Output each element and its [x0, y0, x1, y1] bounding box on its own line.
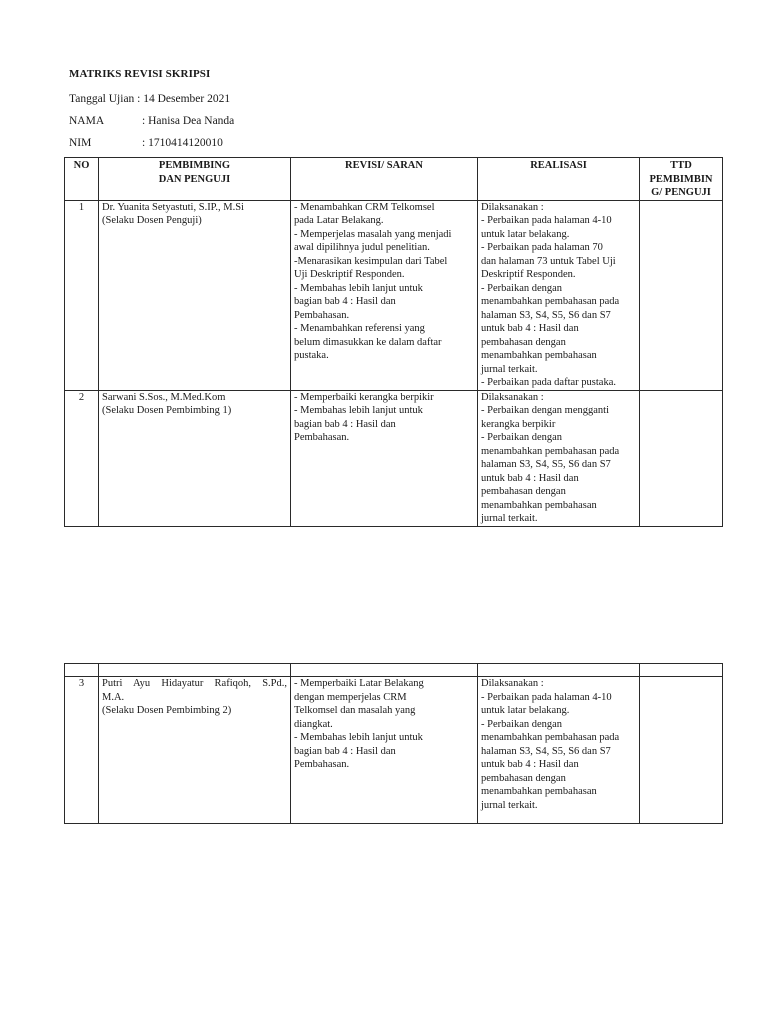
- table-row: [65, 390, 723, 526]
- row-number: 1: [65, 200, 99, 390]
- revision-matrix-table: [64, 157, 723, 527]
- cell-text-line: - Perbaikan dengan: [481, 718, 563, 730]
- examiner-cell: [99, 390, 291, 526]
- cell-text-line: - Membahas lebih lanjut untuk: [294, 405, 423, 416]
- cell-text-line: bagian bab 4 : Hasil dan: [294, 418, 396, 430]
- cell-text-line: - Memperbaiki kerangka berpikir: [294, 391, 434, 403]
- cell-text-line: (Selaku Dosen Pembimbing 2): [102, 705, 232, 716]
- cell-text-line: untuk bab 4 : Hasil dan: [481, 759, 579, 770]
- empty-cell: [99, 664, 291, 677]
- cell-text-line: untuk latar belakang.: [481, 705, 570, 716]
- cell-text-line: - Menambahkan referensi yang: [294, 323, 425, 334]
- cell-text-line: - Perbaikan dengan: [481, 282, 563, 294]
- revision-cell: [291, 200, 478, 390]
- cell-text-line: halaman S3, S4, S5, S6 dan S7: [481, 459, 611, 470]
- cell-text-line: pembahasan dengan: [481, 772, 566, 784]
- row-number: 3: [65, 677, 99, 824]
- cell-text-line: pembahasan dengan: [481, 486, 566, 497]
- revision-cell: [291, 677, 478, 824]
- cell-text-line: bagian bab 4 : Hasil dan: [294, 745, 396, 757]
- cell-text-line: M.A.: [102, 691, 125, 703]
- nim-label: NIM: [69, 137, 92, 149]
- cell-text-line: pembahasan dengan: [481, 336, 566, 348]
- cell-text-line: untuk bab 4 : Hasil dan: [481, 323, 579, 334]
- cell-text-line: (Selaku Dosen Penguji): [102, 215, 202, 226]
- cell-text-line: kerangka berpikir: [481, 418, 556, 430]
- cell-text-line: - Memperbaiki Latar Belakang: [294, 678, 424, 689]
- realization-cell: [478, 200, 640, 390]
- signature-cell: [640, 200, 723, 390]
- table-row: [65, 677, 723, 824]
- realization-cell: [478, 677, 640, 824]
- cell-text-line: untuk bab 4 : Hasil dan: [481, 472, 579, 484]
- row-number: 2: [65, 390, 99, 526]
- header-revisi: REVISI/ SARAN: [291, 158, 478, 201]
- cell-text-line: menambahkan pembahasan: [481, 499, 597, 511]
- cell-text-line: Uji Deskriptif Responden.: [294, 269, 405, 280]
- cell-text-line: - Perbaikan pada halaman 4-10: [481, 691, 612, 703]
- realization-cell: [478, 390, 640, 526]
- cell-text-line: - Perbaikan pada halaman 4-10: [481, 215, 612, 226]
- cell-text-line: menambahkan pembahasan: [481, 350, 597, 361]
- header-ttd: TTD PEMBIMBIN G/ PENGUJI: [640, 158, 723, 201]
- cell-text-line: Telkomsel dan masalah yang: [294, 705, 416, 716]
- cell-text-line: - Perbaikan pada halaman 70: [481, 242, 603, 253]
- exam-date-line: Tanggal Ujian : 14 Desember 2021: [69, 93, 231, 105]
- cell-text-line: - Menambahkan CRM Telkomsel: [294, 201, 435, 213]
- cell-text-line: Putri Ayu Hidayatur Rafiqoh, S.Pd.,: [102, 678, 287, 689]
- examiner-cell: [99, 677, 291, 824]
- revision-matrix-table-continued: [64, 663, 723, 824]
- header-pembimbing: PEMBIMBING DAN PENGUJI: [99, 158, 291, 201]
- cell-text-line: Dilaksanakan :: [481, 391, 544, 403]
- cell-text-line: Dilaksanakan :: [481, 678, 544, 689]
- empty-row: [65, 664, 723, 677]
- cell-text-line: dengan memperjelas CRM: [294, 691, 407, 703]
- cell-text-line: - Memperjelas masalah yang menjadi: [294, 228, 452, 240]
- cell-text-line: diangkat.: [294, 718, 333, 730]
- cell-text-line: Dr. Yuanita Setyastuti, S.IP., M.Si: [102, 201, 244, 213]
- cell-text-line: - Perbaikan pada daftar pustaka.: [481, 377, 616, 388]
- cell-text-line: jurnal terkait.: [481, 799, 538, 811]
- cell-text-line: Pembahasan.: [294, 759, 350, 770]
- cell-text-line: Pembahasan.: [294, 432, 350, 443]
- revision-cell: [291, 390, 478, 526]
- cell-text-line: halaman S3, S4, S5, S6 dan S7: [481, 745, 611, 757]
- cell-text-line: jurnal terkait.: [481, 513, 538, 524]
- cell-text-line: Deskriptif Responden.: [481, 269, 576, 280]
- header-realisasi: REALISASI: [478, 158, 640, 201]
- table-header-row: [65, 158, 723, 201]
- cell-text-line: awal dipilihnya judul penelitian.: [294, 242, 430, 253]
- examiner-cell: [99, 200, 291, 390]
- empty-cell: [478, 664, 640, 677]
- nim-line: [69, 137, 223, 149]
- cell-text-line: - Perbaikan dengan: [481, 432, 563, 443]
- cell-text-line: - Membahas lebih lanjut untuk: [294, 282, 423, 294]
- empty-cell: [640, 664, 723, 677]
- name-value: : Hanisa Dea Nanda: [142, 115, 235, 127]
- cell-text-line: pada Latar Belakang.: [294, 215, 384, 226]
- cell-text-line: menambahkan pembahasan pada: [481, 296, 620, 307]
- name-label: NAMA: [69, 115, 105, 127]
- cell-text-line: menambahkan pembahasan pada: [481, 732, 620, 743]
- cell-text-line: halaman S3, S4, S5, S6 dan S7: [481, 309, 611, 321]
- cell-text-line: dan halaman 73 untuk Tabel Uji: [481, 255, 616, 267]
- cell-text-line: menambahkan pembahasan: [481, 786, 597, 797]
- signature-cell: [640, 677, 723, 824]
- signature-cell: [640, 390, 723, 526]
- cell-text-line: menambahkan pembahasan pada: [481, 445, 620, 457]
- cell-text-line: Pembahasan.: [294, 309, 350, 321]
- document-title: MATRIKS REVISI SKRIPSI: [69, 68, 211, 80]
- cell-text-line: - Perbaikan dengan mengganti: [481, 405, 609, 416]
- cell-text-line: pustaka.: [294, 350, 329, 361]
- cell-text-line: Dilaksanakan :: [481, 201, 544, 213]
- nim-value: : 1710414120010: [142, 137, 223, 149]
- empty-cell: [291, 664, 478, 677]
- cell-text-line: (Selaku Dosen Pembimbing 1): [102, 405, 232, 416]
- table-row: [65, 200, 723, 390]
- header-no: NO: [65, 158, 99, 201]
- cell-text-line: -Menarasikan kesimpulan dari Tabel: [294, 255, 448, 267]
- cell-text-line: - Membahas lebih lanjut untuk: [294, 732, 423, 743]
- empty-cell: [65, 664, 99, 677]
- cell-text-line: jurnal terkait.: [481, 363, 538, 375]
- cell-text-line: untuk latar belakang.: [481, 228, 570, 240]
- cell-text-line: bagian bab 4 : Hasil dan: [294, 296, 396, 307]
- cell-text-line: Sarwani S.Sos., M.Med.Kom: [102, 391, 226, 403]
- name-line: [69, 115, 234, 127]
- cell-text-line: belum dimasukkan ke dalam daftar: [294, 336, 442, 348]
